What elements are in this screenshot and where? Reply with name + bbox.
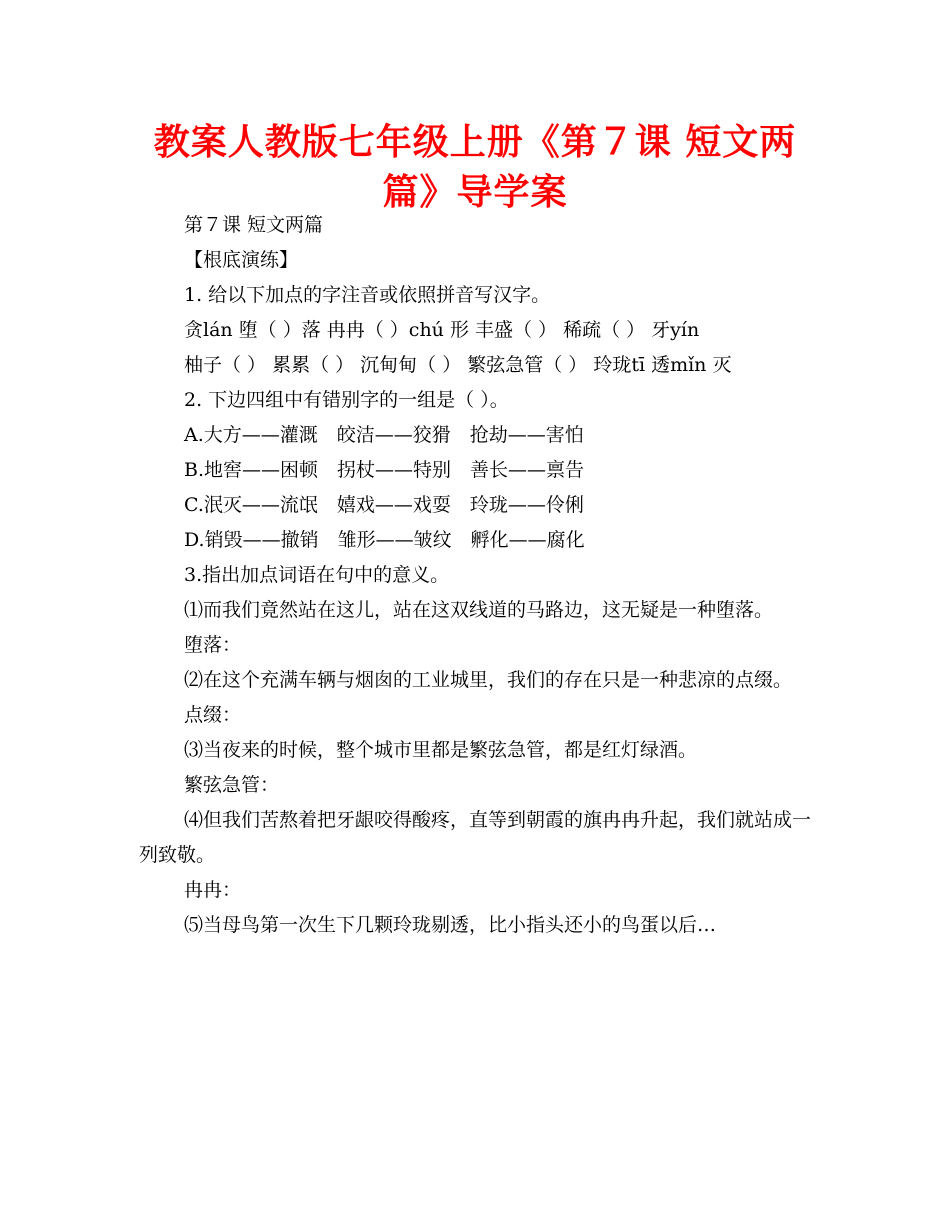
sentence-3: ⑶当夜来的时候，整个城市里都是繁弦急管，都是红灯绿酒。 <box>184 739 698 761</box>
document-body <box>139 208 811 943</box>
question-1-items-b: 柚子（ ） 累累（ ） 沉甸甸（ ） 繁弦急管（ ） 玲珑tī 透mǐn 灭 <box>184 354 732 376</box>
answer-label-3: 繁弦急管： <box>184 774 280 796</box>
section-heading: 【根底演练】 <box>184 249 299 271</box>
answer-label-2: 点缀： <box>184 704 242 726</box>
sentence-4: ⑷但我们苦熬着把牙龈咬得酸疼，直等到朝霞的旗冉冉升起，我们就站成一列致敬。 <box>139 809 812 866</box>
document-title <box>140 118 810 218</box>
answer-label-4: 冉冉： <box>184 879 242 901</box>
option-b: B.地窖——困顿 拐杖——特别 善长——禀告 <box>184 459 585 481</box>
title-line-2: 篇》导学案 <box>382 172 568 213</box>
sentence-1: ⑴而我们竟然站在这儿，站在这双线道的马路边，这无疑是一种堕落。 <box>184 599 774 621</box>
option-d: D.销毁——撤销 雏形——皱纹 孵化——腐化 <box>184 529 585 551</box>
title-line-1: 教案人教版七年级上册《第７课 短文两 <box>153 122 797 163</box>
sentence-2: ⑵在这个充满车辆与烟囱的工业城里，我们的存在只是一种悲凉的点缀。 <box>184 669 793 691</box>
question-2: 2. 下边四组中有错别字的一组是（ ）。 <box>184 389 509 411</box>
option-c: C.泯灭——流氓 嬉戏——戏耍 玲珑——伶俐 <box>184 494 584 516</box>
question-1-items-a: 贪lán 堕（ ）落 冉冉（ ）chú 形 丰盛（ ） 稀疏（ ） 牙yín <box>184 319 700 341</box>
question-3: 3.指出加点词语在句中的意义。 <box>184 564 450 586</box>
sentence-5: ⑸当母鸟第一次生下几颗玲珑剔透，比小指头还小的鸟蛋以后… <box>184 914 717 936</box>
lesson-heading: 第７课 短文两篇 <box>184 214 324 236</box>
option-a: A.大方——灌溉 皎洁——狡猾 抢劫——害怕 <box>184 424 584 446</box>
answer-label-1: 堕落： <box>184 634 242 656</box>
question-1: 1. 给以下加点的字注音或依照拼音写汉字。 <box>184 284 551 306</box>
